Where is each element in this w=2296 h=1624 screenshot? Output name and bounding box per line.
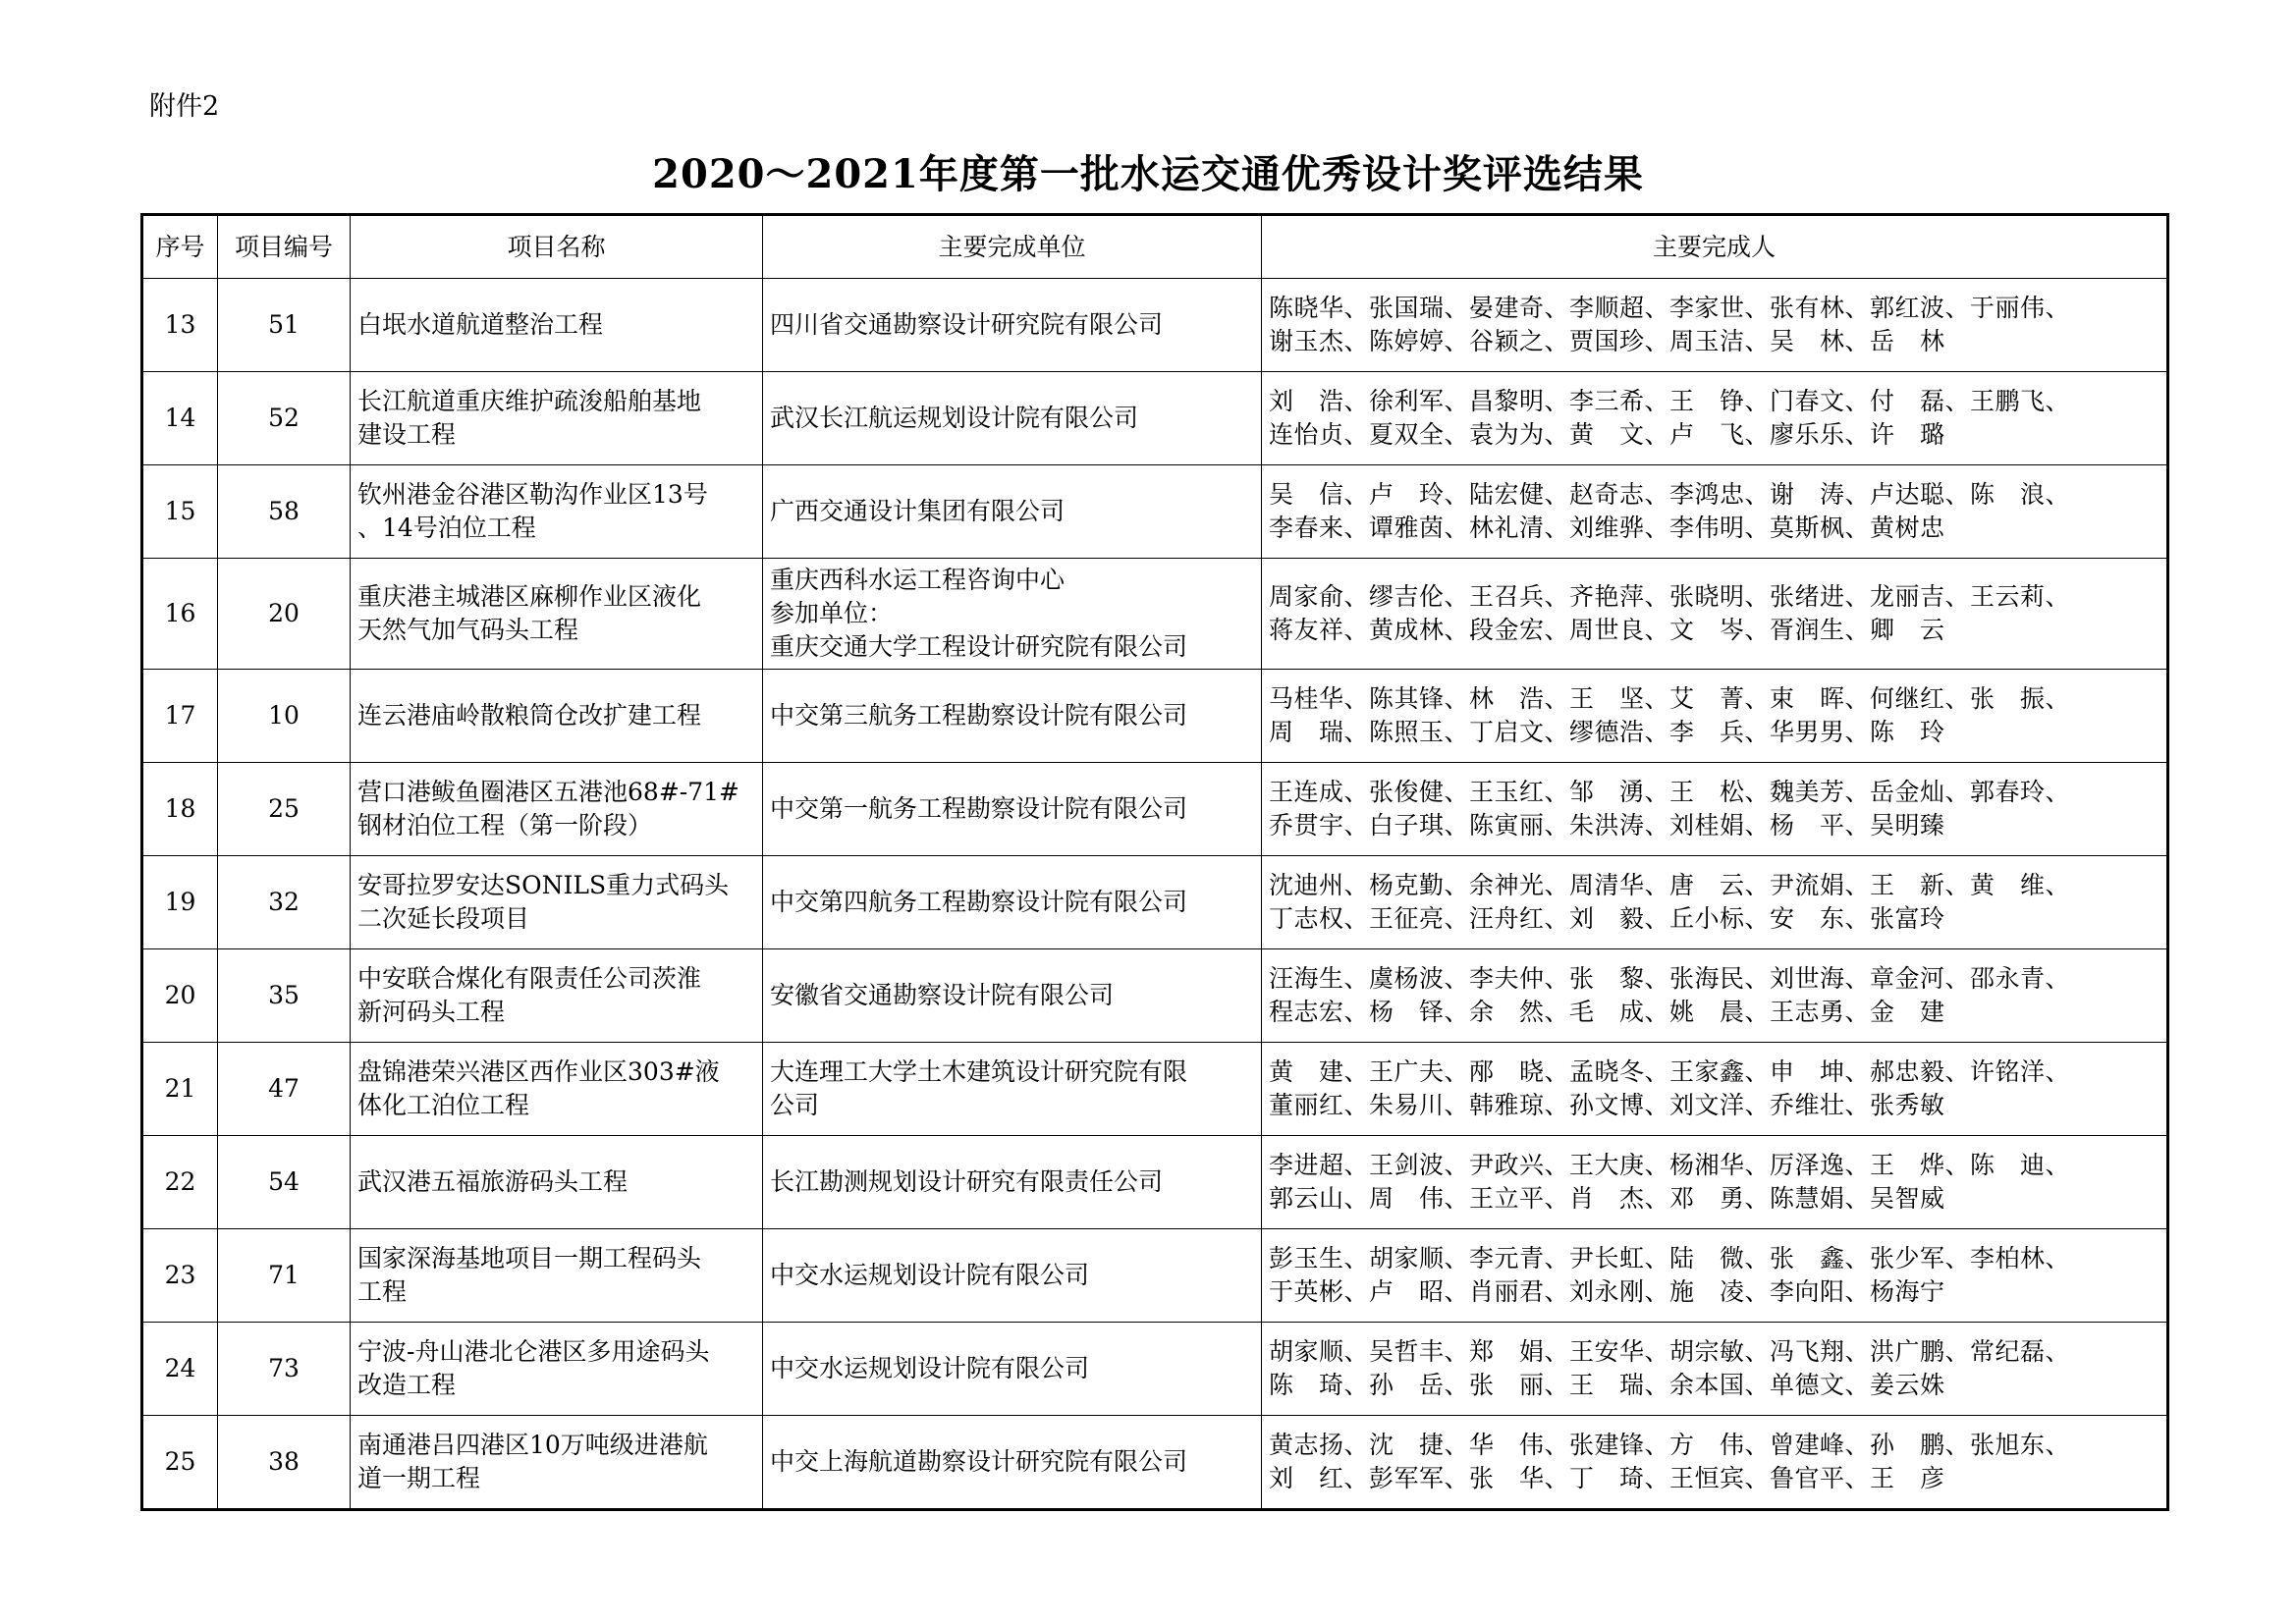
table-row bbox=[142, 1229, 2168, 1323]
table-row bbox=[142, 856, 2168, 949]
unit-line: 中交水运规划设计院有限公司 bbox=[770, 1354, 1090, 1382]
cell-project-name bbox=[351, 949, 763, 1043]
project-name-line: 体化工泊位工程 bbox=[357, 1091, 530, 1119]
project-name-line: 天然气加气码头工程 bbox=[357, 616, 579, 644]
cell-serial: 20 bbox=[142, 949, 218, 1043]
people-line: 彭玉生、胡家顺、李元青、尹长虹、陆 微、张 鑫、张少军、李柏林、 bbox=[1269, 1244, 2071, 1272]
table-row bbox=[142, 1323, 2168, 1416]
cell-serial: 24 bbox=[142, 1323, 218, 1416]
cell-main-unit bbox=[763, 856, 1262, 949]
cell-main-unit bbox=[763, 1043, 1262, 1136]
cell-main-people bbox=[1262, 372, 2168, 465]
cell-project-code: 71 bbox=[218, 1229, 351, 1323]
unit-line: 中交上海航道勘察设计研究院有限公司 bbox=[770, 1447, 1188, 1476]
people-line: 马桂华、陈其锋、林 浩、王 坚、艾 菁、束 晖、何继红、张 振、 bbox=[1269, 684, 2071, 713]
unit-line: 长江勘测规划设计研究有限责任公司 bbox=[770, 1167, 1164, 1196]
cell-project-code: 35 bbox=[218, 949, 351, 1043]
cell-project-code: 38 bbox=[218, 1416, 351, 1510]
cell-serial: 13 bbox=[142, 279, 218, 372]
cell-serial: 15 bbox=[142, 465, 218, 559]
unit-line: 重庆西科水运工程咨询中心 bbox=[770, 566, 1066, 594]
unit-line: 中交第四航务工程勘察设计院有限公司 bbox=[770, 888, 1188, 916]
unit-line: 中交第三航务工程勘察设计院有限公司 bbox=[770, 701, 1188, 730]
cell-project-name bbox=[351, 1043, 763, 1136]
project-name-line: 钦州港金谷港区勒沟作业区13号 bbox=[357, 480, 708, 509]
people-line: 蒋友祥、黄成林、段金宏、周世良、文 岑、胥润生、卿 云 bbox=[1269, 616, 1945, 644]
cell-main-people bbox=[1262, 763, 2168, 856]
project-name-line: 道一期工程 bbox=[357, 1464, 481, 1492]
table-row bbox=[142, 670, 2168, 763]
cell-serial: 14 bbox=[142, 372, 218, 465]
cell-main-unit bbox=[763, 465, 1262, 559]
cell-main-people bbox=[1262, 670, 2168, 763]
table-row bbox=[142, 372, 2168, 465]
header-project-code: 项目编号 bbox=[218, 215, 351, 279]
cell-project-name bbox=[351, 1323, 763, 1416]
header-main-unit: 主要完成单位 bbox=[763, 215, 1262, 279]
table-row bbox=[142, 1416, 2168, 1510]
cell-serial: 25 bbox=[142, 1416, 218, 1510]
project-name-line: 武汉港五福旅游码头工程 bbox=[357, 1167, 629, 1196]
cell-main-people bbox=[1262, 949, 2168, 1043]
table-header-row bbox=[142, 215, 2168, 279]
cell-project-code: 20 bbox=[218, 559, 351, 670]
cell-main-people bbox=[1262, 279, 2168, 372]
cell-main-unit bbox=[763, 559, 1262, 670]
header-serial: 序号 bbox=[142, 215, 218, 279]
people-line: 郭云山、周 伟、王立平、肖 杰、邓 勇、陈慧娟、吴智威 bbox=[1269, 1184, 1945, 1213]
cell-project-code: 51 bbox=[218, 279, 351, 372]
cell-project-name bbox=[351, 1229, 763, 1323]
cell-main-people bbox=[1262, 1136, 2168, 1229]
cell-main-people bbox=[1262, 465, 2168, 559]
people-line: 程志宏、杨 铎、余 然、毛 成、姚 晨、王志勇、金 建 bbox=[1269, 998, 1945, 1026]
table-row bbox=[142, 949, 2168, 1043]
cell-serial: 16 bbox=[142, 559, 218, 670]
cell-main-people bbox=[1262, 1416, 2168, 1510]
cell-main-people bbox=[1262, 1229, 2168, 1323]
cell-main-unit bbox=[763, 1229, 1262, 1323]
unit-line: 公司 bbox=[770, 1091, 820, 1119]
cell-project-name bbox=[351, 763, 763, 856]
people-line: 刘 浩、徐利军、昌黎明、李三希、王 铮、门春文、付 磊、王鹏飞、 bbox=[1269, 387, 2071, 415]
people-line: 沈迪州、杨克勤、余神光、周清华、唐 云、尹流娟、王 新、黄 维、 bbox=[1269, 871, 2071, 899]
project-name-line: 长江航道重庆维护疏浚船舶基地 bbox=[357, 387, 702, 415]
cell-main-unit bbox=[763, 279, 1262, 372]
people-line: 吴 信、卢 玲、陆宏健、赵奇志、李鸿忠、谢 涛、卢达聪、陈 浪、 bbox=[1269, 480, 2071, 509]
cell-main-unit bbox=[763, 1416, 1262, 1510]
project-name-line: 南通港吕四港区10万吨级进港航 bbox=[357, 1431, 708, 1459]
project-name-line: 连云港庙岭散粮筒仓改扩建工程 bbox=[357, 701, 702, 730]
cell-serial: 22 bbox=[142, 1136, 218, 1229]
cell-project-code: 32 bbox=[218, 856, 351, 949]
cell-project-code: 25 bbox=[218, 763, 351, 856]
table-row bbox=[142, 279, 2168, 372]
cell-project-code: 52 bbox=[218, 372, 351, 465]
unit-line: 武汉长江航运规划设计院有限公司 bbox=[770, 404, 1139, 432]
cell-serial: 17 bbox=[142, 670, 218, 763]
cell-serial: 19 bbox=[142, 856, 218, 949]
attachment-label: 附件2 bbox=[149, 91, 220, 122]
unit-line: 中交第一航务工程勘察设计院有限公司 bbox=[770, 794, 1188, 823]
cell-project-code: 54 bbox=[218, 1136, 351, 1229]
project-name-line: 二次延长段项目 bbox=[357, 904, 530, 933]
people-line: 李进超、王剑波、尹政兴、王大庚、杨湘华、厉泽逸、王 烨、陈 迪、 bbox=[1269, 1151, 2071, 1179]
people-line: 王连成、张俊健、王玉红、邹 湧、王 松、魏美芳、岳金灿、郭春玲、 bbox=[1269, 778, 2071, 806]
cell-serial: 21 bbox=[142, 1043, 218, 1136]
cell-project-code: 73 bbox=[218, 1323, 351, 1416]
project-name-line: 建设工程 bbox=[357, 420, 457, 449]
unit-line: 大连理工大学土木建筑设计研究院有限 bbox=[770, 1057, 1188, 1086]
project-name-line: 改造工程 bbox=[357, 1371, 457, 1399]
people-line: 刘 红、彭军军、张 华、丁 琦、王恒宾、鲁官平、王 彦 bbox=[1269, 1464, 1945, 1492]
table-row bbox=[142, 559, 2168, 670]
people-line: 李春来、谭雅茵、林礼清、刘维骅、李伟明、莫斯枫、黄树忠 bbox=[1269, 514, 1945, 542]
cell-main-unit bbox=[763, 949, 1262, 1043]
cell-project-name bbox=[351, 670, 763, 763]
people-line: 董丽红、朱易川、韩雅琼、孙文博、刘文洋、乔维壮、张秀敏 bbox=[1269, 1091, 1945, 1119]
people-line: 乔贯宇、白子琪、陈寅丽、朱洪涛、刘桂娟、杨 平、吴明臻 bbox=[1269, 811, 1945, 839]
cell-project-name bbox=[351, 1416, 763, 1510]
table-row bbox=[142, 1043, 2168, 1136]
people-line: 周 瑞、陈照玉、丁启文、缪德浩、李 兵、华男男、陈 玲 bbox=[1269, 718, 1945, 746]
people-line: 周家俞、缪吉伦、王召兵、齐艳萍、张晓明、张绪进、龙丽吉、王云莉、 bbox=[1269, 582, 2071, 611]
people-line: 黄 建、王广夫、邴 晓、孟晓冬、王家鑫、申 坤、郝忠毅、许铭洋、 bbox=[1269, 1057, 2071, 1086]
cell-serial: 18 bbox=[142, 763, 218, 856]
project-name-line: 宁波-舟山港北仑港区多用途码头 bbox=[357, 1337, 710, 1366]
project-name-line: 盘锦港荣兴港区西作业区303#液 bbox=[357, 1057, 720, 1086]
people-line: 谢玉杰、陈婷婷、谷颖之、贾国珍、周玉洁、吴 林、岳 林 bbox=[1269, 327, 1945, 355]
cell-main-unit bbox=[763, 1323, 1262, 1416]
cell-project-name bbox=[351, 856, 763, 949]
cell-project-name bbox=[351, 465, 763, 559]
cell-project-name bbox=[351, 559, 763, 670]
project-name-line: 营口港鲅鱼圈港区五港池68#-71# bbox=[357, 778, 739, 806]
unit-line: 中交水运规划设计院有限公司 bbox=[770, 1261, 1090, 1289]
people-line: 黄志扬、沈 捷、华 伟、张建锋、方 伟、曾建峰、孙 鹏、张旭东、 bbox=[1269, 1431, 2071, 1459]
project-name-line: 国家深海基地项目一期工程码头 bbox=[357, 1244, 702, 1272]
people-line: 连怡贞、夏双全、袁为为、黄 文、卢 飞、廖乐乐、许 璐 bbox=[1269, 420, 1945, 449]
project-name-line: 白垊水道航道整治工程 bbox=[357, 310, 604, 339]
project-name-line: 安哥拉罗安达SONILS重力式码头 bbox=[357, 871, 730, 899]
unit-line: 参加单位： bbox=[770, 599, 894, 627]
table-row bbox=[142, 465, 2168, 559]
people-line: 陈 琦、孙 岳、张 丽、王 瑞、余本国、单德文、姜云姝 bbox=[1269, 1371, 1945, 1399]
cell-main-unit bbox=[763, 763, 1262, 856]
project-name-line: 钢材泊位工程（第一阶段） bbox=[357, 811, 653, 839]
project-name-line: 、14号泊位工程 bbox=[357, 514, 536, 542]
project-name-line: 重庆港主城港区麻柳作业区液化 bbox=[357, 582, 702, 611]
people-line: 汪海生、虞杨波、李夫仲、张 黎、张海民、刘世海、章金河、邵永青、 bbox=[1269, 964, 2071, 993]
cell-main-unit bbox=[763, 372, 1262, 465]
header-project-name: 项目名称 bbox=[351, 215, 763, 279]
cell-project-name bbox=[351, 279, 763, 372]
unit-line: 广西交通设计集团有限公司 bbox=[770, 497, 1066, 525]
results-table bbox=[140, 213, 2169, 1511]
people-line: 于英彬、卢 昭、肖丽君、刘永刚、施 凌、李向阳、杨海宁 bbox=[1269, 1277, 1945, 1306]
cell-main-unit bbox=[763, 1136, 1262, 1229]
unit-line: 重庆交通大学工程设计研究院有限公司 bbox=[770, 632, 1188, 661]
cell-project-code: 10 bbox=[218, 670, 351, 763]
table-row bbox=[142, 1136, 2168, 1229]
cell-project-name bbox=[351, 1136, 763, 1229]
unit-line: 安徽省交通勘察设计院有限公司 bbox=[770, 981, 1115, 1009]
people-line: 胡家顺、吴哲丰、郑 娟、王安华、胡宗敏、冯飞翔、洪广鹏、常纪磊、 bbox=[1269, 1337, 2071, 1366]
table-row bbox=[142, 763, 2168, 856]
project-name-line: 新河码头工程 bbox=[357, 998, 506, 1026]
unit-line: 四川省交通勘察设计研究院有限公司 bbox=[770, 310, 1164, 339]
cell-main-people bbox=[1262, 1043, 2168, 1136]
project-name-line: 工程 bbox=[357, 1277, 408, 1306]
cell-serial: 23 bbox=[142, 1229, 218, 1323]
people-line: 丁志权、王征亮、汪舟红、刘 毅、丘小标、安 东、张富玲 bbox=[1269, 904, 1945, 933]
cell-main-people bbox=[1262, 1323, 2168, 1416]
cell-main-people bbox=[1262, 856, 2168, 949]
header-main-people: 主要完成人 bbox=[1262, 215, 2168, 279]
cell-project-code: 47 bbox=[218, 1043, 351, 1136]
cell-project-name bbox=[351, 372, 763, 465]
cell-main-unit bbox=[763, 670, 1262, 763]
document-title: 2020～2021年度第一批水运交通优秀设计奖评选结果 bbox=[652, 151, 1644, 197]
cell-project-code: 58 bbox=[218, 465, 351, 559]
people-line: 陈晓华、张国瑞、晏建奇、李顺超、李家世、张有林、郭红波、于丽伟、 bbox=[1269, 294, 2071, 322]
cell-main-people bbox=[1262, 559, 2168, 670]
project-name-line: 中安联合煤化有限责任公司茨淮 bbox=[357, 964, 702, 993]
